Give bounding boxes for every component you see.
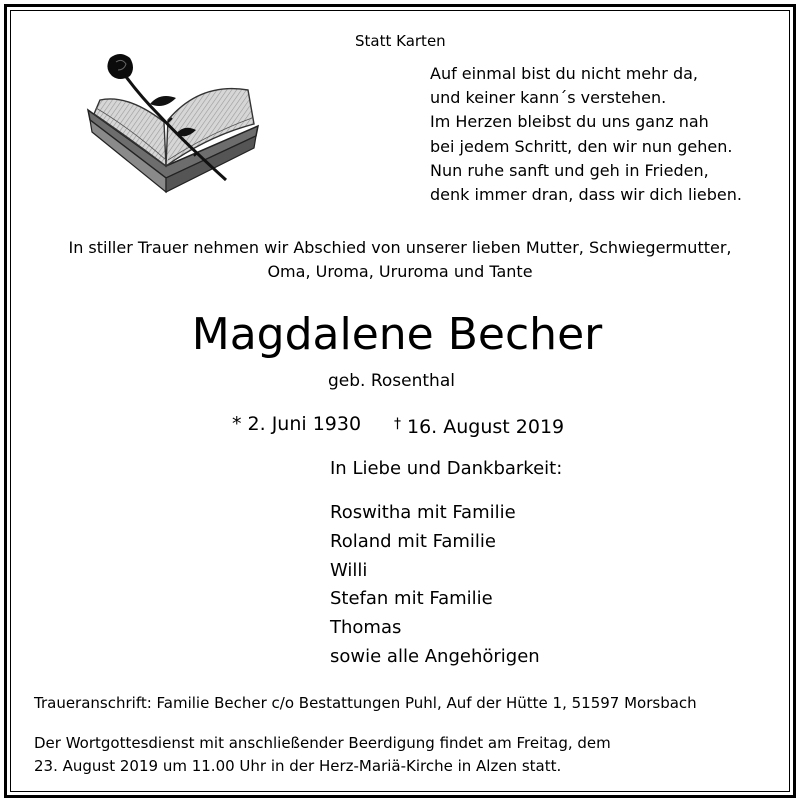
mourners-heading: In Liebe und Dankbarkeit: [330,458,563,479]
death-date-text: 16. August 2019 [407,416,565,438]
mourner-item: Thomas [330,617,402,639]
maiden-name: geb. Rosenthal [328,371,455,391]
service-info [34,732,611,777]
death-date [394,410,564,441]
mourners-list [330,499,540,672]
mourner-item: Roland mit Familie [330,530,496,552]
poem-line: bei jedem Schritt, den wir nun gehen. [430,136,733,156]
book-with-rose-icon [80,48,260,198]
mourner-item: Willi [330,559,368,581]
cross-icon: † [394,416,401,432]
service-line: Der Wortgottesdienst mit anschließender Beerdigung findet am Freitag, dem [34,734,611,752]
birth-date: * 2. Juni 1930 [232,413,362,435]
poem-line: Nun ruhe sanft und geh in Frieden, [430,160,709,180]
mourning-address: Traueranschrift: Familie Becher c/o Bestattungen Puhl, Auf der Hütte 1, 51597 Morsbach [34,694,697,712]
service-line: 23. August 2019 um 11.00 Uhr in der Herz-Mariä-Kirche in Alzen statt. [34,756,562,775]
mourner-item: Stefan mit Familie [330,588,493,610]
intro-line: In stiller Trauer nehmen wir Abschied von unserer lieben Mutter, Schwiegermutter, [68,238,732,257]
poem [430,62,742,207]
mourner-item: Roswitha mit Familie [330,502,516,523]
poem-line: und keiner kann´s verstehen. [430,88,667,108]
intro-line: Oma, Uroma, Ururoma und Tante [267,262,533,281]
intro-text [0,236,800,284]
mourner-item: sowie alle Angehörigen [330,645,540,667]
poem-line: denk immer dran, dass wir dich lieben. [430,185,742,205]
poem-line: Auf einmal bist du nicht mehr da, [430,64,698,83]
header-label: Statt Karten [355,32,446,50]
poem-line: Im Herzen bleibst du uns ganz nah [430,112,709,132]
deceased-name: Magdalene Becher [191,309,603,360]
